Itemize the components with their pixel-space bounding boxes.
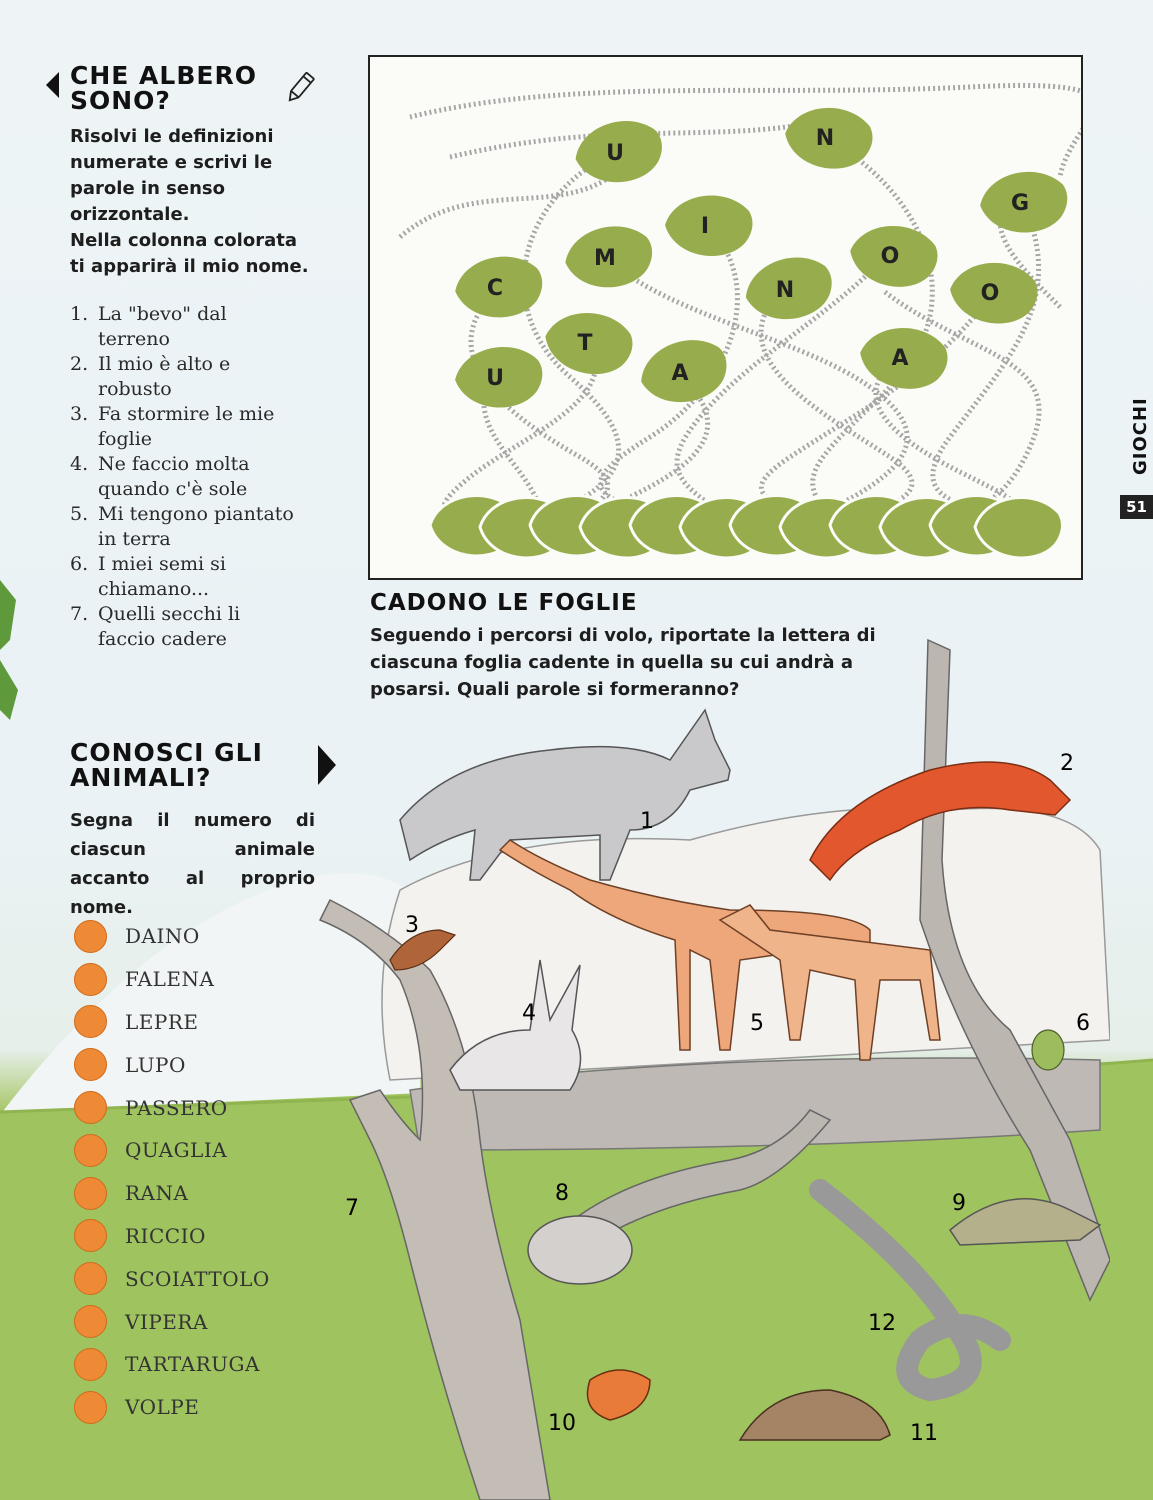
leaf-letter: C — [486, 276, 504, 301]
definition-text: Ne faccio molta quando c'è sole — [98, 453, 250, 500]
leaves-instructions: Seguendo i percorsi di volo, riportate la lettera di ciascuna foglia cadente in quella su cui andrà a posarsi. Quali parole si formeranno? — [370, 625, 876, 700]
tree-instructions-2: Nella colonna colorata ti apparirà il mio nome. — [70, 230, 309, 277]
tree-puzzle-title — [70, 63, 257, 113]
animals-title-line1: CONOSCI GLI — [70, 738, 263, 767]
definition-number: 7. — [70, 603, 89, 625]
arrow-left-icon — [46, 72, 59, 98]
leaf-letter: M — [594, 246, 616, 271]
answer-dot[interactable] — [74, 1305, 107, 1338]
animal-item — [74, 1001, 270, 1044]
answer-dot[interactable] — [74, 1134, 107, 1167]
definition-text: La "bevo" dal terreno — [98, 303, 227, 350]
leaf-letter: A — [891, 346, 909, 371]
tree-title-line2: SONO? — [70, 86, 171, 115]
falling-leaves — [370, 57, 1081, 578]
frog — [1032, 1030, 1064, 1070]
leaf-letter: I — [700, 214, 710, 239]
animals-title — [70, 740, 263, 790]
definition-number: 5. — [70, 503, 89, 525]
definition-number: 1. — [70, 303, 89, 325]
leaf-letter: T — [577, 331, 593, 356]
animals-title-line2: ANIMALI? — [70, 763, 212, 792]
animal-name: VOLPE — [125, 1395, 200, 1420]
leaf-letter: N — [775, 278, 795, 303]
definition-number: 4. — [70, 453, 89, 475]
definition-item — [70, 552, 300, 602]
definition-item — [70, 502, 300, 552]
definition-text: I miei semi si chiamano... — [98, 553, 226, 600]
leaf-letter: A — [671, 361, 689, 386]
scene-number: 8 — [555, 1181, 569, 1206]
landing-leaves — [430, 495, 1062, 557]
scene-number: 4 — [522, 1001, 536, 1026]
animal-name: RICCIO — [125, 1223, 206, 1248]
leaf-letter: N — [815, 126, 835, 151]
animal-item — [74, 1343, 270, 1386]
animal-name: PASSERO — [125, 1095, 228, 1120]
definition-item — [70, 452, 300, 502]
answer-dot[interactable] — [74, 1348, 107, 1381]
definition-number: 3. — [70, 403, 89, 425]
dormouse-nest — [528, 1216, 632, 1284]
leaf-letter: U — [606, 141, 624, 166]
leaves-puzzle-title: CADONO LE FOGLIE — [370, 590, 638, 616]
animal-item — [74, 915, 270, 958]
animal-item — [74, 1086, 270, 1129]
animal-item — [74, 1257, 270, 1300]
scene-number: 1 — [640, 809, 654, 834]
scene-number: 9 — [952, 1191, 966, 1216]
squirrel — [588, 1370, 651, 1420]
tree-instructions-1: Risolvi le definizioni numerate e scrivi le parole in senso orizzontale. — [70, 126, 274, 225]
animal-name: SCOIATTOLO — [125, 1266, 270, 1291]
scene-number: 5 — [750, 1011, 764, 1036]
animal-item — [74, 1215, 270, 1258]
tree-instructions — [70, 124, 315, 280]
answer-dot[interactable] — [74, 1005, 107, 1038]
answer-dot[interactable] — [74, 920, 107, 953]
definition-text: Mi tengono piantato in terra — [98, 503, 294, 550]
answer-dot[interactable] — [74, 963, 107, 996]
answer-dot[interactable] — [74, 1262, 107, 1295]
side-tab-section — [1128, 380, 1153, 480]
animal-name: LEPRE — [125, 1009, 199, 1034]
animal-item — [74, 958, 270, 1001]
answer-dot[interactable] — [74, 1391, 107, 1424]
scene-number: 12 — [868, 1311, 896, 1336]
definition-text: Fa stormire le mie foglie — [98, 403, 275, 450]
answer-dot[interactable] — [74, 1048, 107, 1081]
animal-name: QUAGLIA — [125, 1138, 228, 1163]
leaf-maze-box — [368, 55, 1083, 580]
animal-item — [74, 1129, 270, 1172]
animal-name: RANA — [125, 1181, 189, 1206]
page-number: 51 — [1120, 495, 1153, 519]
animal-checklist — [74, 915, 270, 1429]
answer-dot[interactable] — [74, 1177, 107, 1210]
animal-name: VIPERA — [125, 1309, 208, 1334]
animals-instructions: Segna il numero di ciascun animale accanto al proprio nome. — [70, 810, 315, 918]
definition-item — [70, 352, 300, 402]
answer-dot[interactable] — [74, 1091, 107, 1124]
answer-dot[interactable] — [74, 1219, 107, 1252]
animal-scene-illustration — [310, 620, 1110, 1500]
definition-text: Quelli secchi li faccio cadere — [98, 603, 241, 650]
scene-number: 10 — [548, 1411, 576, 1436]
animal-name: TARTARUGA — [125, 1352, 260, 1377]
definition-item — [70, 602, 300, 652]
section-label: GIOCHI — [1130, 397, 1151, 475]
hedgehog — [740, 1390, 890, 1440]
leaf-letter: O — [880, 244, 900, 269]
animal-item — [74, 1300, 270, 1343]
scene-number: 6 — [1076, 1011, 1090, 1036]
tree-title-line1: CHE ALBERO — [70, 61, 257, 90]
leaf-letter: U — [486, 366, 504, 391]
scene-number: 7 — [345, 1196, 359, 1221]
animal-name: DAINO — [125, 924, 200, 949]
definition-list — [70, 302, 300, 652]
definition-item — [70, 302, 300, 352]
animal-name: FALENA — [125, 967, 215, 992]
scene-number: 3 — [405, 913, 419, 938]
leaf-letter: G — [1010, 191, 1030, 216]
scene-number: 11 — [910, 1421, 938, 1446]
animal-item — [74, 1386, 270, 1429]
definition-text: Il mio è alto e robusto — [98, 353, 231, 400]
animal-item — [74, 1043, 270, 1086]
pencil-icon — [283, 70, 317, 106]
scene-number: 2 — [1060, 751, 1074, 776]
definition-number: 6. — [70, 553, 89, 575]
definition-item — [70, 402, 300, 452]
animal-name: LUPO — [125, 1052, 186, 1077]
definition-number: 2. — [70, 353, 89, 375]
leaf-letter: O — [980, 281, 1000, 306]
animal-item — [74, 1172, 270, 1215]
